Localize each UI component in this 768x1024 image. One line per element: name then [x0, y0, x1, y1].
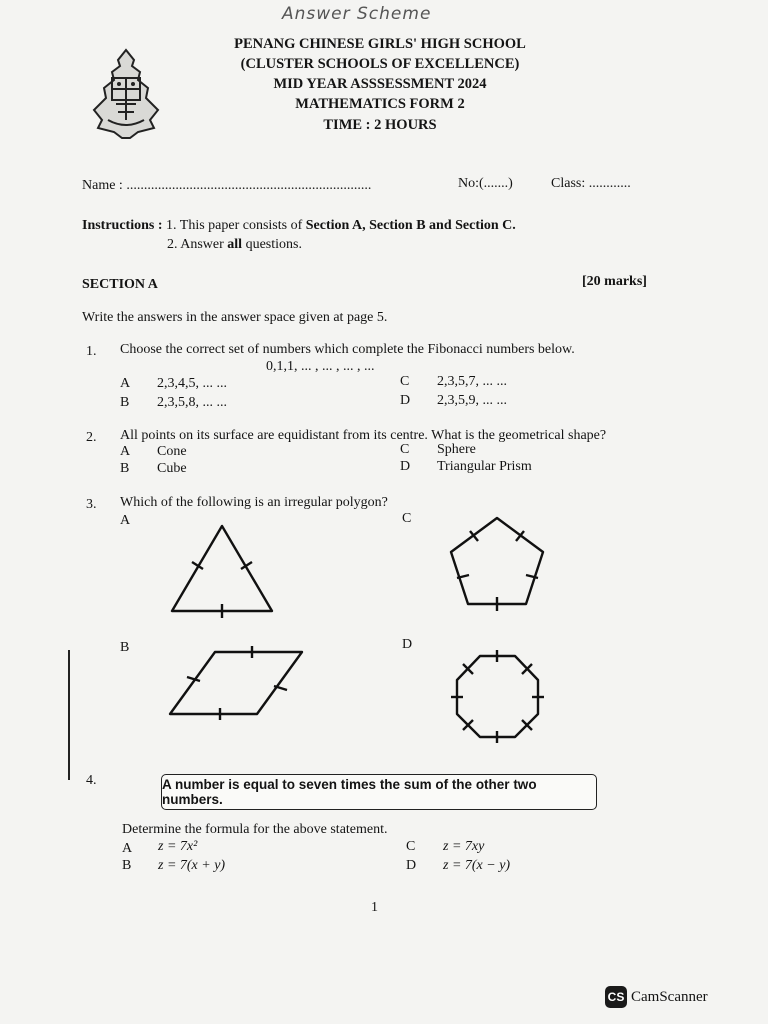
instructions-line-2: 2. Answer all questions. — [167, 237, 302, 252]
q3-label-b: B — [120, 640, 130, 655]
q3-label-a: A — [120, 513, 131, 528]
scan-margin-line — [68, 650, 70, 780]
camscanner-watermark — [605, 986, 708, 1008]
class-field-label: Class: ............ — [551, 176, 631, 191]
q2-number: 2. — [86, 430, 97, 445]
q4-option-d-letter: D — [406, 858, 417, 873]
q2-option-a: Cone — [157, 444, 187, 459]
q2-text: All points on its surface are equidistant from its centre. What is the geometrical shape? — [120, 428, 607, 443]
camscanner-logo-icon: CS — [605, 986, 627, 1008]
camscanner-label: CamScanner — [631, 988, 708, 1005]
school-name: PENANG CHINESE GIRLS' HIGH SCHOOL — [234, 36, 526, 52]
section-marks: [20 marks] — [582, 274, 647, 289]
handwritten-answer-scheme: Answer Scheme — [282, 4, 432, 24]
cluster-line: (CLUSTER SCHOOLS OF EXCELLENCE) — [240, 56, 520, 72]
q3-number: 3. — [86, 497, 97, 512]
q1-option-a: 2,3,4,5, ... ... — [157, 376, 227, 391]
q4-text: Determine the formula for the above statement. — [122, 822, 388, 837]
name-field-label: Name : ...................................................................... — [82, 178, 372, 193]
q3-label-c: C — [402, 511, 412, 526]
q4-number: 4. — [86, 773, 97, 788]
q2-option-d: Triangular Prism — [437, 459, 532, 474]
q2-option-c: Sphere — [437, 442, 476, 457]
q2-option-d-letter: D — [400, 459, 411, 474]
q1-text: Choose the correct set of numbers which complete the Fibonacci numbers below. — [120, 342, 575, 357]
q1-option-c-letter: C — [400, 374, 410, 389]
q4-option-b-letter: B — [122, 858, 132, 873]
q4-option-a: z = 7x² — [158, 839, 198, 854]
page-number: 1 — [371, 900, 378, 915]
q3-label-d: D — [402, 637, 413, 652]
q2-option-c-letter: C — [400, 442, 410, 457]
q4-option-c-letter: C — [406, 839, 416, 854]
instructions-line-1: Instructions : 1. This paper consists of Section A, Section B and Section C. — [82, 218, 516, 233]
q1-option-a-letter: A — [120, 376, 131, 391]
triangle-shape — [172, 526, 272, 611]
pentagon-shape — [451, 518, 543, 604]
q4-statement-box: A number is equal to seven times the sum of the other two numbers. — [161, 774, 597, 810]
q1-number: 1. — [86, 344, 97, 359]
section-title: SECTION A — [82, 277, 158, 292]
q1-option-b: 2,3,5,8, ... ... — [157, 395, 227, 410]
q2-option-b: Cube — [157, 461, 187, 476]
q1-option-c: 2,3,5,7, ... ... — [437, 374, 507, 389]
instructions-label: Instructions : — [82, 218, 163, 233]
q4-option-c: z = 7xy — [443, 839, 485, 854]
parallelogram-shape — [170, 652, 302, 714]
q4-option-a-letter: A — [122, 841, 133, 856]
q4-option-b: z = 7(x + y) — [158, 858, 226, 873]
q2-option-a-letter: A — [120, 444, 131, 459]
section-note: Write the answers in the answer space given at page 5. — [82, 310, 388, 325]
number-field-label: No:(.......) — [458, 176, 513, 191]
q1-option-d-letter: D — [400, 393, 411, 408]
q4-option-d: z = 7(x − y) — [443, 858, 511, 873]
q2-option-b-letter: B — [120, 461, 130, 476]
subject-title: MATHEMATICS FORM 2 — [295, 96, 465, 112]
q3-text: Which of the following is an irregular polygon? — [120, 495, 388, 510]
q1-option-d: 2,3,5,9, ... ... — [437, 393, 507, 408]
q1-sequence: 0,1,1, ... , ... , ... , ... — [266, 359, 375, 374]
q1-option-b-letter: B — [120, 395, 130, 410]
assessment-title: MID YEAR ASSSESSMENT 2024 — [273, 76, 487, 92]
time-allowed: TIME : 2 HOURS — [323, 117, 437, 133]
